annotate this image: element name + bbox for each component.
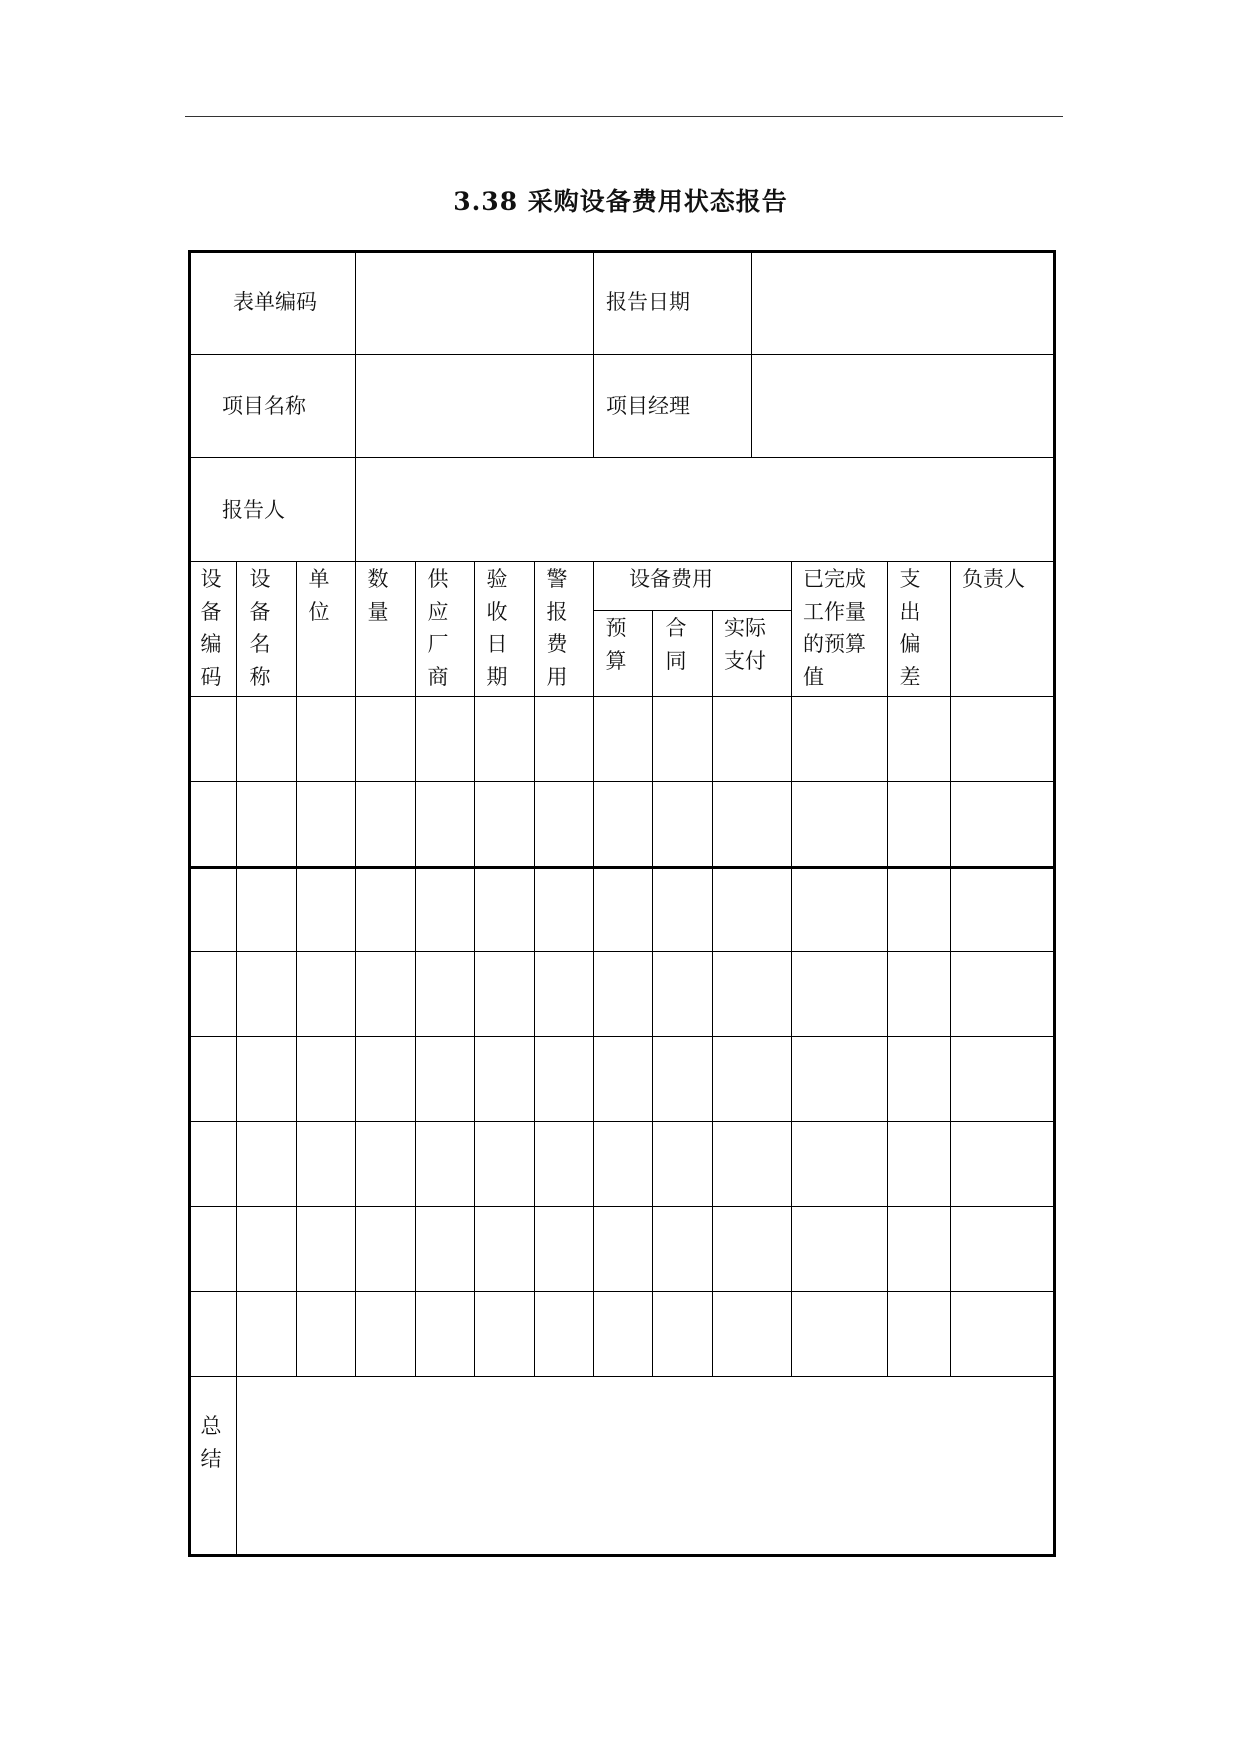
- row-divider: [188, 354, 1056, 355]
- column-divider: [652, 610, 653, 1377]
- project-manager-label: 项目经理: [606, 394, 690, 418]
- column-divider: [791, 561, 792, 1377]
- col-acceptance-date: 验收日期: [486, 567, 508, 689]
- row-divider: [188, 866, 1056, 869]
- page-title: 3.38 采购设备费用状态报告: [453, 187, 788, 216]
- col-contract: 合同: [665, 616, 687, 673]
- project-name-label: 项目名称: [222, 394, 306, 418]
- column-divider: [712, 610, 713, 1377]
- row-divider: [188, 696, 1056, 697]
- col-actual-paid: 实际 支付: [724, 616, 766, 673]
- report-date-label: 报告日期: [606, 290, 690, 314]
- summary-label: 总结: [200, 1414, 222, 1471]
- col-supplier: 供应厂商: [427, 567, 449, 689]
- col-alert-cost: 警报费用: [546, 567, 568, 689]
- row-divider: [188, 1376, 1056, 1377]
- row-divider: [188, 951, 1056, 952]
- column-divider: [296, 561, 297, 1377]
- column-divider: [415, 561, 416, 1377]
- reporter-label: 报告人: [222, 498, 285, 522]
- col-unit: 单位: [308, 567, 330, 624]
- row-divider: [188, 781, 1056, 782]
- subheader-divider: [593, 610, 791, 611]
- column-divider: [593, 250, 594, 457]
- col-completed-budget-value: 已完成 工作量 的预算 值: [803, 567, 866, 689]
- row-divider: [188, 457, 1056, 458]
- row-divider: [188, 1291, 1056, 1292]
- row-divider: [188, 1206, 1056, 1207]
- report-table: [188, 250, 1056, 1557]
- column-divider: [236, 561, 237, 1557]
- col-quantity: 数量: [367, 567, 389, 624]
- col-expense-deviation: 支出偏差: [899, 567, 921, 689]
- column-divider: [593, 561, 594, 1377]
- col-equipment-cost: 设备费用: [629, 567, 713, 591]
- row-divider: [188, 1121, 1056, 1122]
- column-divider: [474, 561, 475, 1377]
- form-code-label: 表单编码: [233, 290, 317, 314]
- row-divider: [188, 561, 1056, 562]
- column-divider: [534, 561, 535, 1377]
- col-equipment-name: 设备名称: [249, 567, 271, 689]
- header-rule: [185, 116, 1063, 117]
- col-responsible-person: 负责人: [962, 567, 1025, 591]
- column-divider: [887, 561, 888, 1377]
- column-divider: [751, 250, 752, 457]
- col-budget: 预算: [605, 616, 627, 673]
- column-divider: [950, 561, 951, 1377]
- col-equipment-code: 设备编码: [200, 567, 222, 689]
- row-divider: [188, 1036, 1056, 1037]
- column-divider: [355, 250, 356, 561]
- column-divider: [355, 561, 356, 1377]
